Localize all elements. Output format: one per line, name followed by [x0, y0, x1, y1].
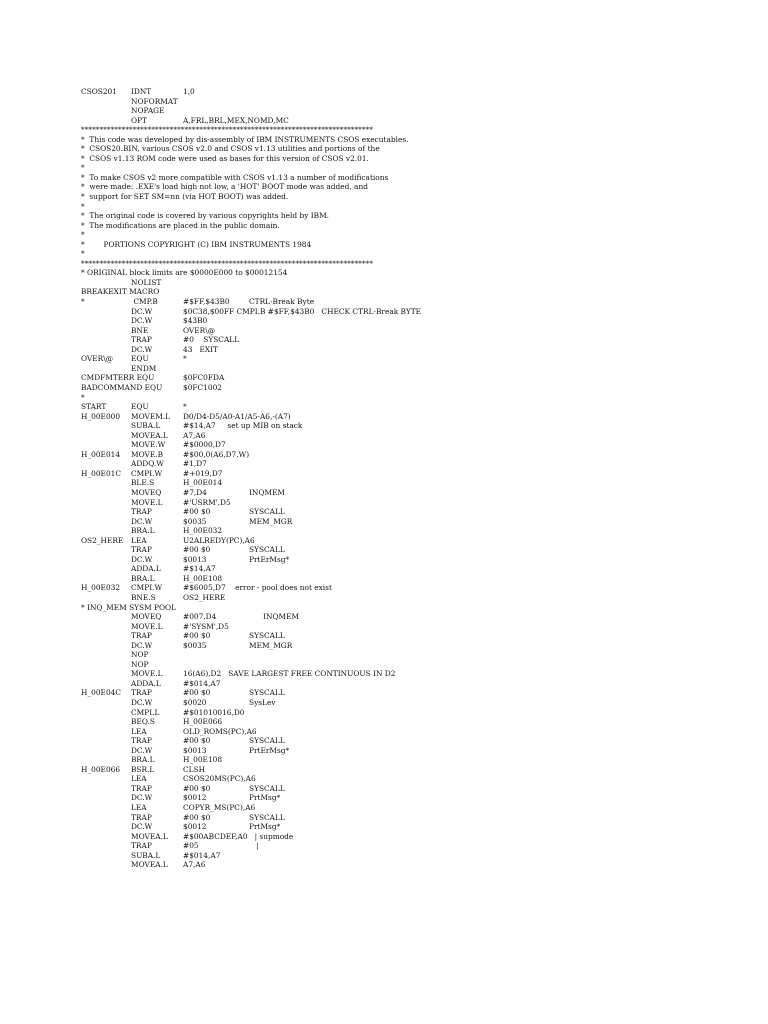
- line-operand: COPYR_MS(PC),A6: [183, 803, 256, 813]
- listing-line: [81, 106, 681, 116]
- listing-line: [81, 440, 681, 450]
- line-operand: 43 EXIT: [183, 344, 218, 354]
- listing-line: [81, 163, 681, 173]
- line-opcode: CMPI.W: [131, 583, 163, 593]
- line-operand: $0013: [183, 745, 207, 755]
- line-opcode: LEA: [131, 803, 147, 813]
- line-opcode: BRA.L: [131, 573, 155, 583]
- line-comment: SYSCALL: [249, 812, 285, 822]
- line-comment: SYSCALL: [249, 507, 285, 517]
- listing-line: [81, 612, 681, 622]
- line-operand: #00 $0: [183, 812, 211, 822]
- line-operand: D0/D4-D5/A0-A1/A5-A6,-(A7): [183, 411, 291, 421]
- listing-line: [81, 650, 681, 660]
- line-operand: 16(A6),D2 SAVE LARGEST FREE CONTINUOUS IN D2: [183, 669, 396, 679]
- listing-line: [81, 154, 681, 164]
- line-text: *******************************************************************************: [81, 125, 373, 135]
- listing-line: [81, 517, 681, 527]
- line-opcode: BLE.S: [131, 478, 155, 488]
- line-comment: SYSCALL: [249, 736, 285, 746]
- line-text: * This code was developed by dis-assembly of IBM INSTRUMENTS CSOS executables.: [81, 134, 409, 144]
- listing-line: [81, 450, 681, 460]
- listing-line: [81, 335, 681, 345]
- line-opcode: EQU: [131, 402, 149, 412]
- line-operand: $0012: [183, 793, 207, 803]
- listing-line: [81, 555, 681, 565]
- listing-line: [81, 345, 681, 355]
- line-operand: H_00E014: [183, 478, 223, 488]
- line-operand: #7,D4: [183, 487, 207, 497]
- listing-line: [81, 583, 681, 593]
- line-operand: H_00E108: [183, 573, 223, 583]
- listing-line: [81, 860, 681, 870]
- line-operand: $0FC0FDA: [183, 373, 225, 383]
- listing-line: [81, 813, 681, 823]
- listing-line: [81, 841, 681, 851]
- line-opcode: SUBA.L: [131, 421, 161, 431]
- line-operand: #$00,0(A6,D7.W): [183, 449, 250, 459]
- line-opcode: TRAP: [131, 841, 152, 851]
- line-operand: H_00E108: [183, 755, 223, 765]
- listing-line: [81, 669, 681, 679]
- listing-line: [81, 211, 681, 221]
- line-text: * CSOS20.BIN, various CSOS v2.0 and CSOS v1.13 utilities and portions of the: [81, 144, 380, 154]
- line-operand: #05: [183, 841, 199, 851]
- line-operand: $0035: [183, 640, 207, 650]
- listing-line: [81, 421, 681, 431]
- listing-line: [81, 574, 681, 584]
- line-opcode: CMP.B: [131, 297, 158, 307]
- line-operand: #$00ABCDEF,A0 | supmode: [183, 831, 294, 841]
- line-label: OS2_HERE: [81, 535, 124, 545]
- listing-line: [81, 307, 681, 317]
- line-text: * To make CSOS v2 more compatible with CSOS v1.13 a number of modifications: [81, 172, 389, 182]
- line-operand: $0C38,$00FF CMPI.B #$FF,$43B0 CHECK CTRL-Break BYTE: [183, 306, 422, 316]
- line-comment: PrtMsg*: [249, 793, 281, 803]
- line-label: H_00E000: [81, 411, 121, 421]
- listing-line: [81, 87, 681, 97]
- listing-line: [81, 488, 681, 498]
- line-operand: #$01010016,D0: [183, 707, 245, 717]
- listing-line: [81, 622, 681, 632]
- line-opcode: NOLIST: [131, 277, 162, 287]
- line-label: BADCOMMAND EQU: [81, 382, 163, 392]
- line-comment: |: [249, 841, 259, 851]
- listing-line: [81, 287, 681, 297]
- line-operand: #00 $0: [183, 545, 211, 555]
- listing-line: [81, 746, 681, 756]
- line-opcode: SUBA.L: [131, 850, 161, 860]
- line-comment: PrtErMsg*: [249, 745, 290, 755]
- line-opcode: DC.W: [131, 640, 153, 650]
- listing-line: [81, 784, 681, 794]
- line-text: * The original code is covered by various copyrights held by IBM.: [81, 211, 329, 221]
- line-opcode: NOP: [131, 650, 149, 660]
- line-comment: PrtErMsg*: [249, 554, 290, 564]
- listing-line: [81, 717, 681, 727]
- line-opcode: ENDM: [131, 363, 157, 373]
- listing-line: [81, 135, 681, 145]
- listing-line: [81, 278, 681, 288]
- line-opcode: NOP: [131, 659, 149, 669]
- line-operand: #00 $0: [183, 507, 211, 517]
- line-opcode: DC.W: [131, 822, 153, 832]
- line-opcode: DC.W: [131, 316, 153, 326]
- line-opcode: BEQ.S: [131, 717, 155, 727]
- line-comment: SYSCALL: [249, 688, 285, 698]
- listing-line: [81, 373, 681, 383]
- line-opcode: DC.W: [131, 698, 153, 707]
- line-text: *: [81, 249, 85, 259]
- line-operand: #00 $0: [183, 783, 211, 793]
- listing-line: [81, 708, 681, 718]
- line-text: * PORTIONS COPYRIGHT (C) IBM INSTRUMENTS 1984: [81, 239, 312, 249]
- line-opcode: OPT: [131, 115, 147, 125]
- line-opcode: DC.W: [131, 745, 153, 755]
- line-opcode: TRAP: [131, 783, 152, 793]
- line-operand: $0020: [183, 698, 207, 707]
- line-text: * support for SET SM=nn (via HOT BOOT) was added.: [81, 192, 289, 202]
- listing-line: [81, 564, 681, 574]
- line-operand: U2ALREDY(PC),A6: [183, 535, 255, 545]
- listing-line: [81, 765, 681, 775]
- line-opcode: DC.W: [131, 793, 153, 803]
- listing-line: [81, 526, 681, 536]
- line-opcode: MOVE.L: [131, 669, 163, 679]
- line-opcode: CMPI.W: [131, 468, 163, 478]
- listing-line: [81, 822, 681, 832]
- listing-line: [81, 326, 681, 336]
- line-operand: A,FRL,BRL,MEX,NOMD,MC: [183, 115, 289, 125]
- line-operand: #+019,D7: [183, 468, 223, 478]
- line-opcode: TRAP: [131, 736, 152, 746]
- line-comment: SYSCALL: [249, 783, 285, 793]
- listing-line: [81, 688, 681, 698]
- listing-line: [81, 393, 681, 403]
- line-opcode: BRA.L: [131, 526, 155, 536]
- listing-line: [81, 431, 681, 441]
- line-operand: #0 SYSCALL: [183, 335, 240, 345]
- line-operand: *: [183, 402, 187, 412]
- listing-line: [81, 144, 681, 154]
- line-text: *******************************************************************************: [81, 258, 373, 268]
- line-opcode: MOVEA.L: [131, 831, 168, 841]
- listing-line: [81, 603, 681, 613]
- line-text: * INQ_MEM SYSM POOL: [81, 602, 176, 612]
- line-operand: #$6005,D7 error - pool does not exist: [183, 583, 332, 593]
- line-operand: #$014,A7: [183, 678, 221, 688]
- listing-line: [81, 97, 681, 107]
- line-operand: 1,0: [183, 87, 195, 96]
- line-operand: A7,A6: [183, 430, 206, 440]
- line-operand: $0012: [183, 822, 207, 832]
- listing-line: [81, 383, 681, 393]
- listing-line: [81, 316, 681, 326]
- listing-line: [81, 832, 681, 842]
- line-opcode: MOVE.L: [131, 621, 163, 631]
- line-operand: #'SYSM',D5: [183, 621, 229, 631]
- line-operand: #'USRM',D5: [183, 497, 231, 507]
- line-comment: MEM_MGR: [249, 640, 293, 650]
- line-comment: CTRL-Break Byte: [249, 297, 315, 307]
- listing-line: [81, 545, 681, 555]
- listing-line: [81, 459, 681, 469]
- listing-line: [81, 364, 681, 374]
- line-comment: SYSCALL: [249, 545, 285, 555]
- line-opcode: TRAP: [131, 335, 152, 345]
- listing-line: [81, 679, 681, 689]
- line-operand: $0FC1002: [183, 382, 222, 392]
- line-label: START: [81, 402, 107, 412]
- line-operand: #$0000,D7: [183, 440, 226, 450]
- listing-line: [81, 536, 681, 546]
- line-operand: #00 $0: [183, 688, 211, 698]
- line-text: * The modifications are placed in the public domain.: [81, 220, 280, 230]
- listing-line: [81, 593, 681, 603]
- line-opcode: IDNT: [131, 87, 152, 96]
- listing-line: [81, 641, 681, 651]
- line-opcode: EQU: [131, 354, 149, 364]
- line-operand: A7,A6: [183, 860, 206, 870]
- line-opcode: MOVEQ: [131, 487, 162, 497]
- line-opcode: BRA.L: [131, 755, 155, 765]
- line-opcode: DC.W: [131, 554, 153, 564]
- line-operand: #00 $0: [183, 736, 211, 746]
- line-opcode: ADDA.L: [131, 564, 161, 574]
- line-text: *: [81, 392, 85, 402]
- line-opcode: DC.W: [131, 344, 153, 354]
- listing-line: [81, 660, 681, 670]
- line-text: *: [81, 163, 85, 173]
- line-label: CSOS201: [81, 87, 117, 96]
- listing-line: [81, 249, 681, 259]
- listing-line: [81, 851, 681, 861]
- line-operand: #$14,A7: [183, 564, 216, 574]
- listing-line: [81, 507, 681, 517]
- listing-line: [81, 221, 681, 231]
- line-opcode: MOVEA.L: [131, 860, 168, 870]
- line-operand: #1,D7: [183, 459, 207, 469]
- listing-line: [81, 125, 681, 135]
- line-label: *: [81, 297, 85, 307]
- listing-line: [81, 698, 681, 708]
- listing-line: [81, 354, 681, 364]
- line-opcode: BNE.S: [131, 592, 156, 602]
- line-label: CMDFMTERR EQU: [81, 373, 155, 383]
- line-opcode: BNE: [131, 325, 149, 335]
- line-operand: H_00E032: [183, 526, 223, 536]
- line-opcode: MOVEM.L: [131, 411, 171, 421]
- line-opcode: DC.W: [131, 516, 153, 526]
- listing-line: [81, 297, 681, 307]
- line-opcode: DC.W: [131, 306, 153, 316]
- line-comment: INQMEM: [249, 487, 285, 497]
- listing-line: [81, 173, 681, 183]
- line-operand: *: [183, 354, 187, 364]
- line-operand: #00 $0: [183, 631, 211, 641]
- line-label: H_00E04C: [81, 688, 121, 698]
- line-operand: $0013: [183, 554, 207, 564]
- line-opcode: BSR.L: [131, 764, 155, 774]
- line-opcode: MOVEQ: [131, 612, 162, 622]
- line-label: H_00E066: [81, 764, 121, 774]
- listing-line: [81, 116, 681, 126]
- line-opcode: TRAP: [131, 688, 152, 698]
- listing-line: [81, 498, 681, 508]
- line-text: BREAKEXIT MACRO: [81, 287, 160, 297]
- listing-line: [81, 774, 681, 784]
- line-opcode: TRAP: [131, 812, 152, 822]
- listing-line: [81, 182, 681, 192]
- listing-line: [81, 192, 681, 202]
- listing-line: [81, 259, 681, 269]
- line-opcode: LEA: [131, 535, 147, 545]
- line-operand: OVER\@: [183, 325, 216, 335]
- listing-line: [81, 803, 681, 813]
- line-opcode: LEA: [131, 726, 147, 736]
- line-opcode: CMPI.L: [131, 707, 160, 717]
- line-text: *: [81, 230, 85, 240]
- line-label: H_00E032: [81, 583, 121, 593]
- line-operand: $43B0: [183, 316, 208, 326]
- line-comment: SYSCALL: [249, 631, 285, 641]
- line-opcode: TRAP: [131, 631, 152, 641]
- line-text: * were made: .EXE's load high not low, a 'HOT' BOOT mode was added, and: [81, 182, 368, 192]
- line-operand: #007,D4: [183, 612, 217, 622]
- line-label: H_00E014: [81, 449, 121, 459]
- line-operand: CSOS20MS(PC),A6: [183, 774, 256, 784]
- listing-line: [81, 402, 681, 412]
- listing-line: [81, 268, 681, 278]
- listing-line: [81, 631, 681, 641]
- line-opcode: MOVE.L: [131, 497, 163, 507]
- line-opcode: MOVE.W: [131, 440, 166, 450]
- line-text: *: [81, 201, 85, 211]
- line-operand: CLSH: [183, 764, 206, 774]
- line-operand: H_00E066: [183, 717, 223, 727]
- line-operand: OLD_ROMS(PC),A6: [183, 726, 257, 736]
- line-text: * ORIGINAL block limits are $0000E000 to $00012154: [81, 268, 288, 278]
- line-comment: SysLev: [249, 698, 276, 707]
- line-opcode: TRAP: [131, 545, 152, 555]
- listing-line: [81, 412, 681, 422]
- line-opcode: LEA: [131, 774, 147, 784]
- line-label: OVER\@: [81, 354, 114, 364]
- line-opcode: MOVE.B: [131, 449, 164, 459]
- listing-line: [81, 727, 681, 737]
- line-opcode: ADDQ.W: [131, 459, 164, 469]
- listing-line: [81, 240, 681, 250]
- listing-line: [81, 230, 681, 240]
- line-opcode: MOVEA.L: [131, 430, 168, 440]
- line-comment: MEM_MGR: [249, 516, 293, 526]
- listing-line: [81, 755, 681, 765]
- assembly-listing: [81, 87, 681, 870]
- line-opcode: ADDA.L: [131, 678, 161, 688]
- line-comment: INQMEM: [249, 612, 300, 622]
- line-opcode: TRAP: [131, 507, 152, 517]
- line-operand: $0035: [183, 516, 207, 526]
- line-comment: PrtMsg*: [249, 822, 281, 832]
- line-operand: #$014,A7: [183, 850, 221, 860]
- listing-line: [81, 736, 681, 746]
- line-opcode: NOFORMAT: [131, 96, 178, 106]
- line-operand: #$FF,$43B0: [183, 297, 230, 307]
- line-operand: OS2_HERE: [183, 592, 226, 602]
- listing-line: [81, 202, 681, 212]
- listing-line: [81, 793, 681, 803]
- line-label: H_00E01C: [81, 468, 121, 478]
- listing-line: [81, 478, 681, 488]
- line-operand: #$14,A7 set up MIB on stack: [183, 421, 303, 431]
- line-opcode: NOPAGE: [131, 106, 165, 116]
- line-text: * CSOS v1.13 ROM code were used as bases for this version of CSOS v2.01.: [81, 153, 369, 163]
- listing-line: [81, 469, 681, 479]
